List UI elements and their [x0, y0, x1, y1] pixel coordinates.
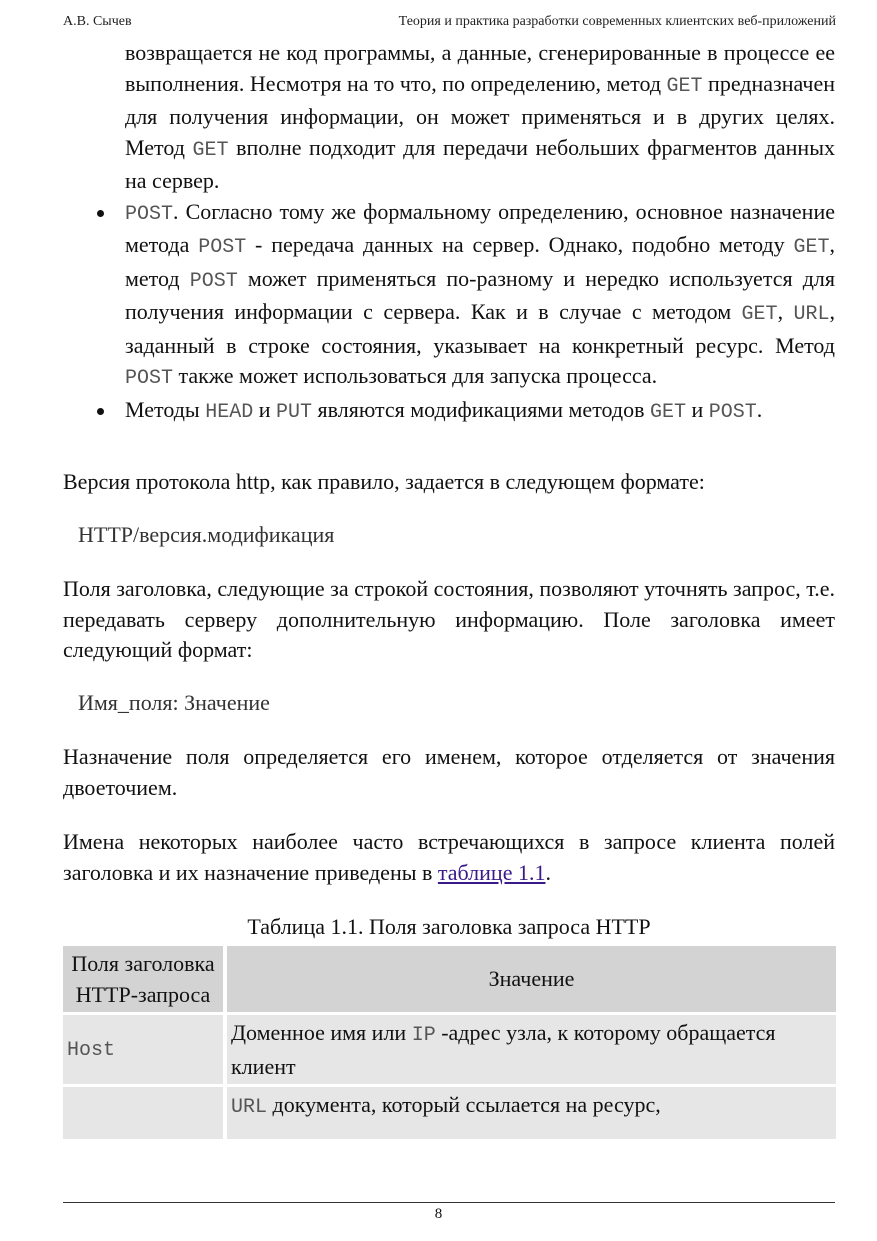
- column-header-fields: Поля заголовка HTTP-запроса: [63, 946, 227, 1012]
- table-row: [63, 1087, 836, 1139]
- table-caption: Таблица 1.1. Поля заголовка запроса HTTP: [247, 914, 651, 939]
- field-name-cell: [63, 1015, 227, 1084]
- header-fields-paragraph: Поля заголовка, следующие за строкой состояния, позволяют уточнять запрос, т.е. передавать серверу дополнительную информацию. Поле заголовка имеет следующий формат:: [63, 576, 835, 662]
- field-value-cell: Доменное имя или IP -адрес узла, к которому обращается клиент: [227, 1015, 836, 1084]
- code-get: GET: [192, 138, 229, 162]
- footer-rule: [63, 1202, 835, 1203]
- code-post: POST: [125, 202, 174, 226]
- page-body: [63, 38, 835, 1142]
- page-number: 8: [434, 1206, 443, 1222]
- running-header-author: А.В. Сычев: [63, 14, 132, 29]
- code-url: URL: [231, 1095, 268, 1119]
- field-name-host: Host: [67, 1039, 116, 1062]
- code-post: POST: [198, 236, 247, 259]
- code-url: URL: [793, 303, 830, 326]
- table-header-row: [63, 946, 836, 1012]
- table-row: [63, 1015, 836, 1084]
- code-get: GET: [741, 303, 778, 326]
- field-format: Имя_поля: Значение: [78, 689, 270, 715]
- list-item-head-put: Методы HEAD и PUT являются модификациями методов GET и POST.: [125, 395, 835, 429]
- field-value-cell: URL документа, который ссылается на ресурс,: [227, 1087, 836, 1139]
- code-ip: IP: [411, 1023, 436, 1047]
- code-post: POST: [125, 367, 174, 390]
- list-item-get-continuation: возвращается не код программы, а данные, сгенерированные в процессе ее выполнения. Несмотря на то что, по определению, метод GET предназначен для получения информации, он может применяться и в других целях. Метод GET вполне подходит для передачи небольших фрагментов данных на сервер.: [125, 40, 835, 193]
- code-put: PUT: [276, 400, 313, 424]
- code-get: GET: [666, 74, 703, 98]
- code-get: GET: [649, 400, 686, 424]
- code-post: POST: [708, 400, 757, 424]
- code-get: GET: [793, 236, 830, 259]
- field-name-cell: [63, 1087, 227, 1139]
- bullet-icon: [97, 408, 104, 415]
- running-header-title: Теория и практика разработки современных клиентских веб-приложений: [398, 14, 836, 29]
- list-item-post: POST. Согласно тому же формальному определению, основное назначение метода POST - передача данных на сервер. Однако, подобно методу GET, метод POST может применяться по-разному и нередко используется для получения информации с сервера. Как и в случае с методом GET, URL, заданный в строке состояния, указывает на конкретный ресурс. Метод POST также может использоваться для запуска процесса.: [125, 197, 835, 395]
- column-header-value: Значение: [227, 946, 836, 1012]
- code-post: POST: [189, 269, 238, 293]
- table-link[interactable]: таблице 1.1: [437, 859, 546, 885]
- bullet-icon: [97, 210, 104, 217]
- names-paragraph: Имена некоторых наиболее часто встречающихся в запросе клиента полей заголовка и их назначение приведены в таблице 1.1.: [63, 829, 835, 885]
- purpose-paragraph: Назначение поля определяется его именем, которое отделяется от значения двоеточием.: [63, 744, 835, 800]
- version-format: HTTP/версия.модификация: [78, 521, 335, 547]
- methods-list: [63, 38, 835, 428]
- version-paragraph: Версия протокола http, как правило, задается в следующем формате:: [63, 469, 705, 494]
- header-fields-table: [63, 943, 836, 1142]
- code-head: HEAD: [205, 400, 254, 424]
